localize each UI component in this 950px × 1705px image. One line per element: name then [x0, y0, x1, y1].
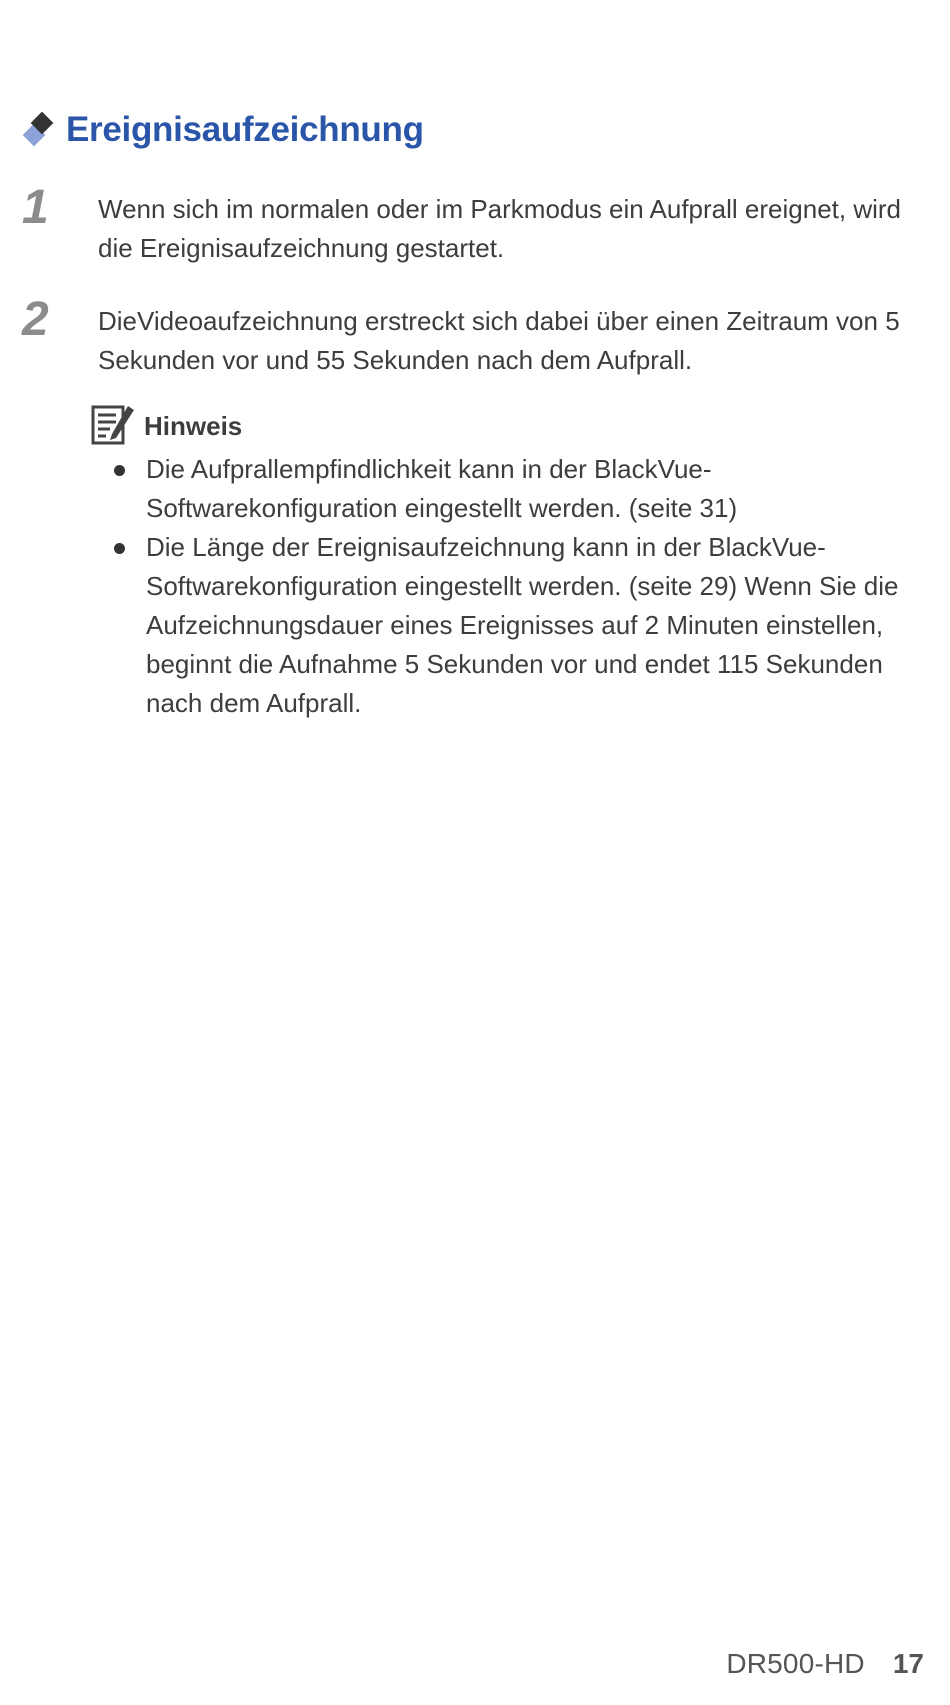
step-text: DieVideoaufzeichnung erstreckt sich dabei über einen Zeitraum von 5 Sekunden vor und 55 Sekunden nach dem Aufprall.: [98, 306, 900, 375]
bullet-icon: [114, 543, 125, 554]
page-footer: [726, 1644, 924, 1684]
note-item-text: Die Länge der Ereignisaufzeichnung kann in der BlackVue-Softwarekonfiguration eingestellt werden. (seite 29) Wenn Sie die Aufzeichnungsdauer eines Ereignisses auf 2 Minuten einstellen, beginnt die Aufnahme 5 Sekunden vor und endet 115 Sekunden nach dem Aufprall.: [146, 532, 899, 718]
note-title: Hinweis: [144, 410, 243, 441]
section-title: Ereignisaufzeichnung: [66, 110, 424, 149]
diamond-bullet-icon: [24, 108, 60, 152]
section-header: [24, 108, 424, 152]
step-text: Wenn sich im normalen oder im Parkmodus ein Aufprall ereignet, wird die Ereignisaufzeichnung gestartet.: [98, 194, 901, 263]
step-number: 2: [22, 293, 49, 346]
note-header: [90, 404, 930, 448]
step-number: 1: [22, 181, 49, 234]
note-item: [90, 528, 930, 723]
note-pencil-icon: [90, 404, 136, 448]
note-box: [90, 404, 930, 723]
page-number: 17: [892, 1648, 924, 1679]
note-item: [90, 450, 930, 528]
note-list: [90, 450, 930, 723]
note-item-text: Die Aufprallempfindlichkeit kann in der BlackVue-Softwarekonfiguration eingestellt werden. (seite 31): [146, 454, 738, 523]
model-name: DR500-HD: [726, 1648, 865, 1679]
bullet-icon: [114, 465, 125, 476]
